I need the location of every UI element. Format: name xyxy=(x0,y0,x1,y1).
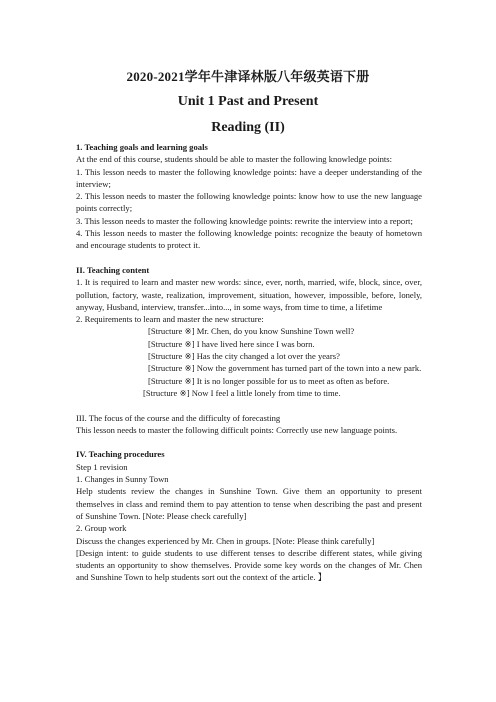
focus-text: This lesson needs to master the following difficult points: Correctly use new language points. xyxy=(76,424,398,435)
structure-item: [Structure ※] Mr. Chen, do you know Sunshine Town well? xyxy=(148,326,355,337)
goal-item: 1. This lesson needs to master the following knowledge points: have a deeper understanding of the interview; xyxy=(76,166,422,189)
new-words: 1. It is required to learn and master new words: since, ever, north, married, wife, block, since, over, pollution, factory, waste, realization, improvement, situation, however, impossible, before, lonely, anyway, Husband, interview, transfer...into..., in some ways, from time to time, a lifetime xyxy=(76,277,422,312)
design-intent: [Design intent: to guide students to use different tenses to describe different states, while giving students an opportunity to show themselves. Provide some key words on the changes of Mr. Chen and Sunshine Town to help students sort out the context of the article. 】 xyxy=(76,547,422,583)
structure-item: [Structure ※] It is no longer possible for us to meet as often as before. xyxy=(148,375,390,386)
section-heading-procedures: IV. Teaching procedures xyxy=(76,449,165,460)
lesson-title: Reading (II) xyxy=(211,120,285,135)
structures-intro: 2. Requirements to learn and master the new structure: xyxy=(76,314,264,325)
section-heading-content: II. Teaching content xyxy=(76,264,150,275)
structure-item: [Structure ※] Has the city changed a lot over the years? xyxy=(148,351,340,362)
goal-item: 3. This lesson needs to master the following knowledge points: rewrite the interview into a report; xyxy=(76,215,413,226)
step-label: Step 1 revision xyxy=(76,461,128,472)
procedure-item-title: 2. Group work xyxy=(76,523,127,534)
procedure-item-text: Help students review the changes in Sunshine Town. Give them an opportunity to present themselves in class and remind them to pay attention to tense when describing the past and present of Sunshine Town. [Note: Please check carefully] xyxy=(76,486,422,521)
section-heading-focus: III. The focus of the course and the difficulty of forecasting xyxy=(76,412,281,423)
document-title: 2020-2021学年牛津译林版八年级英语下册 xyxy=(126,69,370,84)
goal-item: 2. This lesson needs to master the following knowledge points: know how to use the new language points correctly; xyxy=(76,191,422,214)
unit-title: Unit 1 Past and Present xyxy=(177,94,319,109)
structure-item: [Structure ※] Now the government has turned part of the town into a new park. xyxy=(148,363,422,374)
procedure-item-title: 1. Changes in Sunny Town xyxy=(76,474,169,485)
structure-item: [Structure ※] I have lived here since I was born. xyxy=(148,338,315,349)
goals-intro: At the end of this course, students should be able to master the following knowledge points: xyxy=(76,154,393,165)
structure-item: [Structure ※] Now I feel a little lonely from time to time. xyxy=(143,387,341,398)
goal-item: 4. This lesson needs to master the following knowledge points: recognize the beauty of hometown and encourage students to protect it. xyxy=(76,228,422,251)
procedure-item-text: Discuss the changes experienced by Mr. Chen in groups. [Note: Please think carefully] xyxy=(76,535,375,546)
document-body xyxy=(76,141,422,584)
section-heading-goals: 1. Teaching goals and learning goals xyxy=(76,142,208,152)
